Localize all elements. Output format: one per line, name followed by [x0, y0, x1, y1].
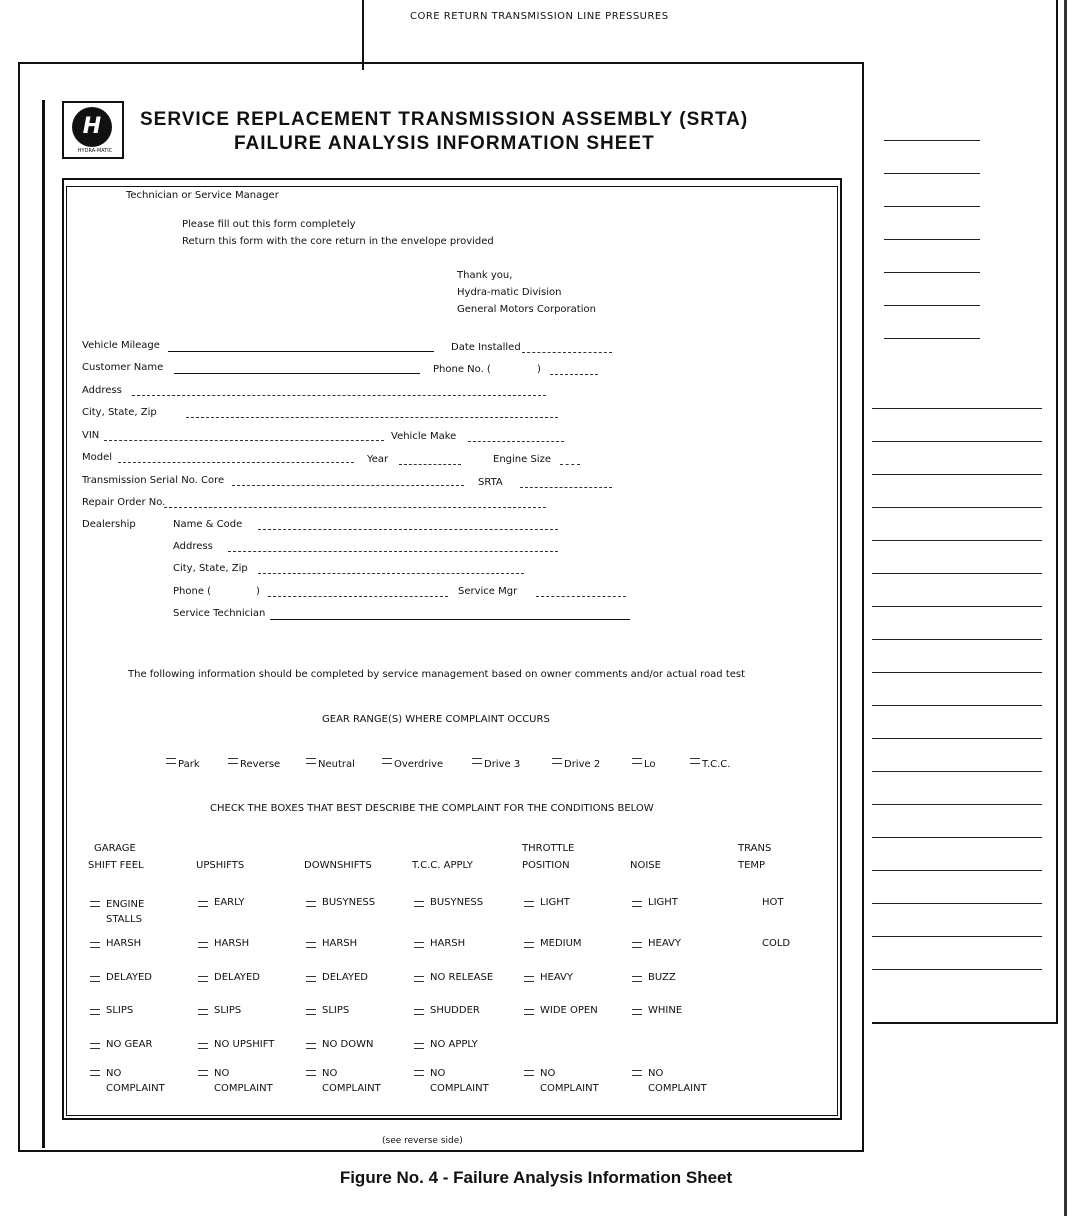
background-rule-line: [884, 206, 980, 207]
city-state-zip-label: City, State, Zip: [82, 407, 157, 418]
column-header-top: THROTTLE: [522, 843, 575, 854]
form-title-line-2: FAILURE ANALYSIS INFORMATION SHEET: [234, 133, 655, 154]
company: General Motors Corporation: [457, 304, 596, 315]
complaint-checkbox[interactable]: [306, 942, 316, 948]
name-code-label: Name & Code: [173, 519, 243, 530]
complaint-checkbox[interactable]: [306, 1009, 316, 1015]
column-header: SHIFT FEEL: [88, 860, 144, 871]
phone-label: Phone No. (: [433, 364, 491, 375]
complaint-checkbox[interactable]: [306, 976, 316, 982]
year-field[interactable]: [399, 464, 461, 465]
gear-range-heading: GEAR RANGE(S) WHERE COMPLAINT OCCURS: [322, 714, 550, 725]
vin-field[interactable]: [104, 440, 384, 441]
background-rule-line: [872, 837, 1042, 838]
complaint-option-label: SHUDDER: [430, 1005, 480, 1016]
dealership-label: Dealership: [82, 519, 136, 530]
name-code-field[interactable]: [258, 529, 558, 530]
dealer-phone-label: Phone (: [173, 586, 212, 597]
complaint-checkbox[interactable]: [414, 1009, 424, 1015]
complaint-option-label: HEAVY: [648, 938, 681, 949]
complaint-checkbox[interactable]: [90, 976, 100, 982]
column-header-top: TRANS: [738, 843, 772, 854]
complaint-option-label: NO COMPLAINT: [648, 1068, 707, 1094]
background-rule-line: [872, 903, 1042, 904]
background-rule-line: [884, 239, 980, 240]
complaint-option-label: ENGINE STALLS: [106, 899, 145, 925]
gear-checkbox-0[interactable]: [166, 758, 176, 764]
srta-field[interactable]: [520, 487, 612, 488]
date-installed-field[interactable]: [522, 352, 612, 353]
gear-label: Neutral: [318, 759, 355, 770]
vehicle-make-label: Vehicle Make: [391, 431, 457, 442]
complaint-checkbox[interactable]: [632, 976, 642, 982]
background-rule-line: [884, 338, 980, 339]
dealer-address-field[interactable]: [228, 551, 558, 552]
date-installed-label: Date Installed: [451, 342, 521, 353]
complaint-option-label: BUZZ: [648, 972, 676, 983]
service-mgr-field[interactable]: [536, 596, 626, 597]
complaint-checkbox[interactable]: [414, 942, 424, 948]
customer-name-label: Customer Name: [82, 362, 164, 373]
vehicle-mileage-field[interactable]: [168, 351, 434, 352]
column-header: NOISE: [630, 860, 661, 871]
thanks: Thank you,: [457, 270, 513, 281]
complaint-option-label: DELAYED: [322, 972, 369, 983]
complaint-option-label: LIGHT: [540, 897, 570, 908]
background-rule-line: [872, 573, 1042, 574]
model-field[interactable]: [118, 462, 354, 463]
service-tech-field[interactable]: [270, 619, 630, 620]
background-rule-line: [872, 474, 1042, 475]
srta-label: SRTA: [478, 477, 503, 488]
complaint-option-label: HARSH: [214, 938, 250, 949]
gear-label: Reverse: [240, 759, 281, 770]
logo-text: HYDRA-MATIC: [77, 148, 113, 154]
completion-instructions: The following information should be completed by service management based on owner comments and/or actual road test: [128, 669, 746, 680]
repair-order-label: Repair Order No.: [82, 497, 166, 508]
background-rule-line: [872, 804, 1042, 805]
complaint-heading: CHECK THE BOXES THAT BEST DESCRIBE THE COMPLAINT FOR THE CONDITIONS BELOW: [210, 803, 654, 814]
background-rule-line: [872, 408, 1042, 409]
complaint-option-label: DELAYED: [106, 972, 153, 983]
complaint-checkbox[interactable]: [414, 901, 424, 907]
complaint-checkbox[interactable]: [198, 1070, 208, 1076]
background-rule-line: [884, 272, 980, 273]
complaint-option-label: WHINE: [648, 1005, 683, 1016]
hydramatic-logo: [62, 101, 124, 159]
complaint-option-label: COLD: [762, 938, 791, 949]
complaint-option-label: SLIPS: [322, 1005, 350, 1016]
background-rule-line: [872, 507, 1042, 508]
complaint-checkbox[interactable]: [198, 1009, 208, 1015]
background-rule-line: [872, 870, 1042, 871]
complaint-option-label: NO RELEASE: [430, 972, 494, 983]
year-label: Year: [367, 454, 389, 465]
gear-label: Drive 3: [484, 759, 521, 770]
complaint-checkbox[interactable]: [632, 1070, 642, 1076]
complaint-option-label: WIDE OPEN: [540, 1005, 598, 1016]
logo-h-icon: H: [72, 107, 112, 147]
background-rule-line: [872, 936, 1042, 937]
gear-checkbox-6[interactable]: [632, 758, 642, 764]
complaint-checkbox[interactable]: [90, 1009, 100, 1015]
gear-checkbox-7[interactable]: [690, 758, 700, 764]
figure-caption: Figure No. 4 - Failure Analysis Information Sheet: [339, 1168, 733, 1187]
complaint-option-label: HOT: [762, 897, 784, 908]
background-rule-line: [884, 140, 980, 141]
complaint-checkbox[interactable]: [524, 942, 534, 948]
complaint-option-label: NO COMPLAINT: [322, 1068, 381, 1094]
complaint-option-label: NO COMPLAINT: [214, 1068, 273, 1094]
complaint-option-label: HEAVY: [540, 972, 573, 983]
city-state-zip-field[interactable]: [186, 417, 558, 418]
dealer-phone-paren: ): [256, 586, 260, 597]
complaint-option-label: LIGHT: [648, 897, 678, 908]
gear-label: Lo: [644, 759, 656, 770]
engine-size-label: Engine Size: [493, 454, 551, 465]
background-rule-line: [872, 969, 1042, 970]
instruction-line-1: Please fill out this form completely: [182, 219, 356, 230]
complaint-option-label: NO APPLY: [430, 1039, 478, 1050]
gear-label: Overdrive: [394, 759, 444, 770]
serial-core-label: Transmission Serial No. Core: [82, 475, 225, 486]
address-label: Address: [82, 385, 122, 396]
complaint-checkbox[interactable]: [414, 976, 424, 982]
customer-name-field[interactable]: [174, 373, 420, 374]
gear-label: T.C.C.: [702, 759, 731, 770]
complaint-option-label: SLIPS: [106, 1005, 134, 1016]
complaint-checkbox[interactable]: [90, 1043, 100, 1049]
background-rule-line: [872, 540, 1042, 541]
instruction-line-2: Return this form with the core return in the envelope provided: [182, 236, 494, 247]
complaint-option-label: HARSH: [322, 938, 358, 949]
background-rule-line: [872, 441, 1042, 442]
phone-paren: ): [537, 364, 541, 375]
gear-label: Park: [178, 759, 200, 770]
service-tech-label: Service Technician: [173, 608, 266, 619]
complaint-option-label: SLIPS: [214, 1005, 242, 1016]
model-label: Model: [82, 452, 113, 463]
complaint-option-label: EARLY: [214, 897, 245, 908]
division: Hydra-matic Division: [457, 287, 562, 298]
complaint-option-label: BUSYNESS: [322, 897, 376, 908]
background-rule-line: [884, 305, 980, 306]
complaint-option-label: NO UPSHIFT: [214, 1039, 275, 1050]
column-header: DOWNSHIFTS: [304, 860, 372, 871]
gear-checkbox-2[interactable]: [306, 758, 316, 764]
complaint-checkbox[interactable]: [524, 901, 534, 907]
background-rule-line: [872, 771, 1042, 772]
complaint-checkbox[interactable]: [632, 901, 642, 907]
dealer-address-label: Address: [173, 541, 213, 552]
complaint-option-label: NO COMPLAINT: [430, 1068, 489, 1094]
phone-field[interactable]: [550, 374, 598, 375]
complaint-option-label: NO COMPLAINT: [540, 1068, 599, 1094]
complaint-checkbox[interactable]: [306, 901, 316, 907]
background-sheet-title: CORE RETURN TRANSMISSION LINE PRESSURES: [410, 11, 669, 22]
complaint-option-label: DELAYED: [214, 972, 261, 983]
complaint-checkbox[interactable]: [414, 1043, 424, 1049]
complaint-checkbox[interactable]: [198, 901, 208, 907]
complaint-checkbox[interactable]: [306, 1070, 316, 1076]
complaint-checkbox[interactable]: [632, 1009, 642, 1015]
gear-checkbox-3[interactable]: [382, 758, 392, 764]
column-header: POSITION: [522, 860, 570, 871]
complaint-option-label: HARSH: [430, 938, 466, 949]
addressee: Technician or Service Manager: [126, 190, 279, 201]
see-reverse-note: (see reverse side): [382, 1136, 463, 1146]
column-header-top: GARAGE: [94, 843, 136, 854]
service-mgr-label: Service Mgr: [458, 586, 518, 597]
complaint-option-label: NO COMPLAINT: [106, 1068, 165, 1094]
complaint-checkbox[interactable]: [414, 1070, 424, 1076]
vehicle-mileage-label: Vehicle Mileage: [82, 340, 160, 351]
complaint-checkbox[interactable]: [90, 901, 100, 907]
column-header: TEMP: [738, 860, 766, 871]
serial-core-field[interactable]: [232, 485, 464, 486]
complaint-option-label: MEDIUM: [540, 938, 582, 949]
background-rule-line: [872, 606, 1042, 607]
engine-size-field[interactable]: [560, 464, 580, 465]
complaint-checkbox[interactable]: [90, 942, 100, 948]
complaint-checkbox[interactable]: [198, 942, 208, 948]
complaint-checkbox[interactable]: [632, 942, 642, 948]
gear-checkbox-1[interactable]: [228, 758, 238, 764]
gear-label: Drive 2: [564, 759, 601, 770]
dealer-city-field[interactable]: [258, 573, 524, 574]
complaint-option-label: HARSH: [106, 938, 142, 949]
address-field[interactable]: [132, 395, 546, 396]
complaint-checkbox[interactable]: [524, 976, 534, 982]
vin-label: VIN: [82, 430, 100, 441]
background-rule-line: [872, 639, 1042, 640]
background-rule-line: [872, 672, 1042, 673]
complaint-checkbox[interactable]: [524, 1009, 534, 1015]
gear-checkbox-4[interactable]: [472, 758, 482, 764]
dealer-phone-field[interactable]: [268, 596, 448, 597]
gear-checkbox-5[interactable]: [552, 758, 562, 764]
complaint-option-label: NO GEAR: [106, 1039, 153, 1050]
complaint-option-label: BUSYNESS: [430, 897, 484, 908]
dealer-city-label: City, State, Zip: [173, 563, 248, 574]
column-header: UPSHIFTS: [196, 860, 245, 871]
complaint-checkbox[interactable]: [306, 1043, 316, 1049]
complaint-checkbox[interactable]: [524, 1070, 534, 1076]
background-rule-line: [872, 705, 1042, 706]
complaint-checkbox[interactable]: [198, 976, 208, 982]
complaint-option-label: NO DOWN: [322, 1039, 374, 1050]
column-header: T.C.C. APPLY: [412, 860, 473, 871]
background-rule-line: [884, 173, 980, 174]
background-rule-line: [872, 738, 1042, 739]
complaint-checkbox[interactable]: [90, 1070, 100, 1076]
vehicle-make-field[interactable]: [468, 441, 564, 442]
page-edge: [1064, 0, 1067, 1216]
complaint-checkbox[interactable]: [198, 1043, 208, 1049]
repair-order-field[interactable]: [164, 507, 546, 508]
form-title-line-1: SERVICE REPLACEMENT TRANSMISSION ASSEMBLY (SRTA): [140, 109, 749, 130]
